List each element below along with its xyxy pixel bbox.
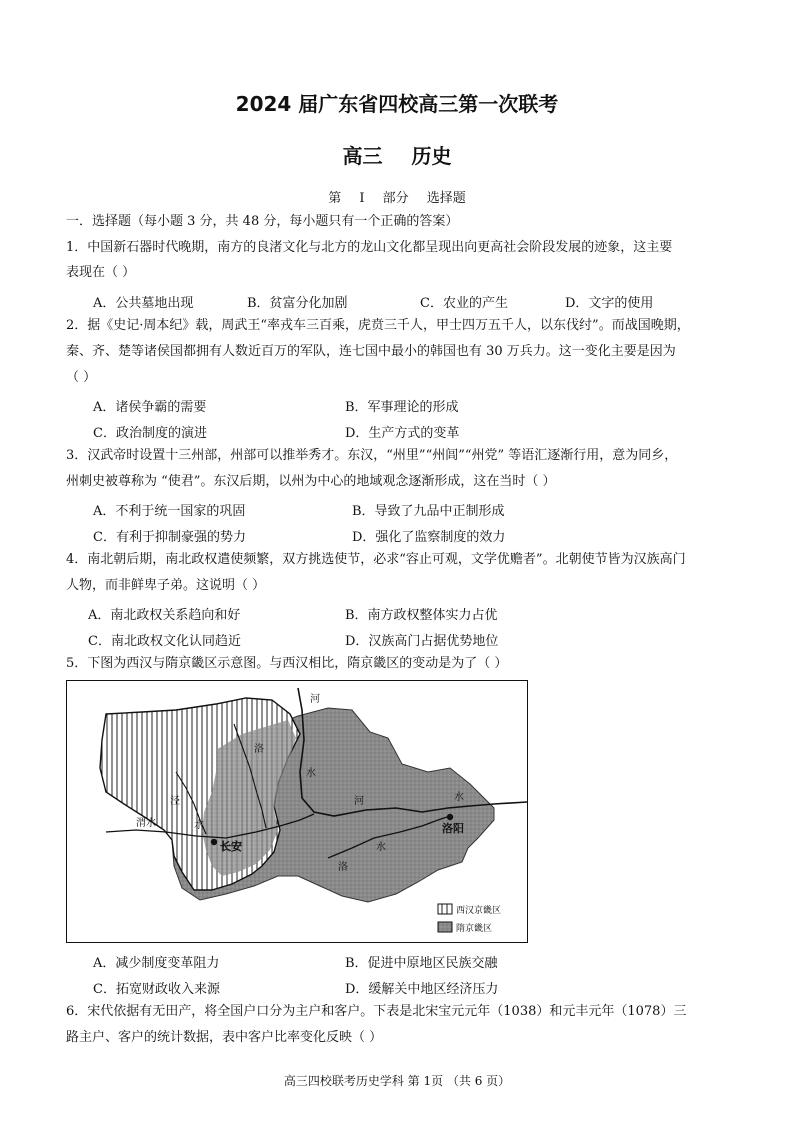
q1-option-a: A．公共墓地出现	[93, 296, 194, 311]
q6-stem-line2: 路主户、客户的统计数据，表中客户比率变化反映（ ）	[66, 1030, 383, 1045]
label-shui1: 水	[306, 768, 316, 779]
q4-option-d: D．汉族高门占据优势地位	[345, 634, 499, 649]
q1-option-c: C．农业的产生	[420, 296, 508, 311]
label-heshui-shui: 水	[454, 792, 464, 803]
q3-option-b: B．导致了九品中正制形成	[352, 504, 505, 519]
q2-stem-line1: 2．据《史记·周本纪》载，周武王“率戎车三百乘，虎贲三千人，甲士四万五千人，以东伐纣”。而战国晚期，	[66, 318, 690, 333]
label-luo: 洛	[254, 744, 264, 755]
legend-sui-label: 隋京畿区	[456, 924, 493, 934]
q5-option-c: C．拓宽财政收入来源	[93, 982, 220, 997]
q3-option-d: D．强化了监察制度的效力	[352, 530, 506, 545]
q5-option-b: B．促进中原地区民族交融	[345, 956, 498, 971]
page-footer: 高三四校联考历史学科 第 1页 （共 6 页）	[283, 1074, 511, 1088]
q4-option-a: A．南北政权关系趋向和好	[88, 608, 241, 623]
q5-stem-line1: 5．下图为西汉与隋京畿区示意图。与西汉相比，隋京畿区的变动是为了（ ）	[66, 656, 508, 671]
section-instructions: 一．选择题（每小题 3 分，共 48 分，每小题只有一个正确的答案）	[66, 214, 459, 229]
q2-option-b: B．军事理论的形成	[345, 400, 459, 415]
label-luoshui-luo: 洛	[338, 862, 348, 873]
q1-stem-line1: 1．中国新石器时代晚期，南方的良渚文化与北方的龙山文化都呈现出向更高社会阶段发展的迹象，这主要	[66, 240, 673, 255]
q2-stem-line3: （ ）	[66, 370, 97, 385]
q4-option-b: B．南方政权整体实力占优	[345, 608, 498, 623]
label-he: 河	[310, 694, 320, 705]
label-weishui: 渭水	[136, 818, 156, 829]
label-heshui-he: 河	[354, 796, 364, 807]
label-luoyang: 洛阳	[442, 822, 464, 835]
luoyang-dot	[447, 814, 453, 820]
label-jing: 泾	[170, 796, 180, 807]
legend-xihan-swatch	[438, 904, 452, 914]
part-heading: 第 I 部分 选择题	[328, 191, 466, 206]
q6-stem-line1: 6．宋代依据有无田产，将全国户口分为主户和客户。下表是北宋宝元元年（1038）和元丰元年（1078）三	[66, 1004, 687, 1019]
label-changan: 长安	[220, 840, 242, 853]
legend-sui-swatch	[438, 922, 452, 932]
q3-stem-line2: 州刺史被尊称为 “使君”。东汉后期，以州为中心的地域观念逐渐形成，这在当时（ ）	[66, 474, 556, 489]
changan-dot	[211, 839, 217, 845]
q4-stem-line2: 人物，而非鲜卑子弟。这说明（ ）	[66, 578, 266, 593]
q1-stem-line2: 表现在（ ）	[66, 265, 136, 280]
q3-stem-line1: 3．汉武帝时设置十三州部，州部可以推举秀才。东汉，“州里”“州闾”“州党” 等语汇逐渐行用，意为同乡，	[66, 448, 678, 463]
exam-title: 2024 届广东省四校高三第一次联考	[235, 92, 559, 116]
q3-option-a: A．不利于统一国家的巩固	[93, 504, 246, 519]
label-luoshui-shui: 水	[376, 842, 386, 853]
q4-option-c: C．南北政权文化认同趋近	[88, 634, 241, 649]
capital-region-map	[66, 680, 528, 943]
q1-option-d: D．文字的使用	[565, 296, 654, 311]
label-shui2: 水	[194, 820, 204, 831]
exam-subject: 高三 历史	[342, 144, 452, 168]
q5-option-d: D．缓解关中地区经济压力	[345, 982, 499, 997]
q2-option-c: C．政治制度的演进	[93, 426, 207, 441]
legend-xihan-label: 西汉京畿区	[456, 906, 502, 916]
q2-stem-line2: 秦、齐、楚等诸侯国都拥有人数近百万的军队，连七国中最小的韩国也有 30 万兵力。这一变化主要是因为	[66, 344, 676, 359]
q1-option-b: B．贫富分化加剧	[247, 296, 348, 311]
q3-option-c: C．有利于抑制豪强的势力	[93, 530, 246, 545]
q2-option-a: A．诸侯争霸的需要	[93, 400, 207, 415]
q4-stem-line1: 4．南北朝后期，南北政权遣使频繁，双方挑选使节，必求“容止可观，文学优赡者”。北朝使节皆为汉族高门	[66, 552, 686, 567]
q2-option-d: D．生产方式的变革	[345, 426, 460, 441]
q5-option-a: A．减少制度变革阻力	[93, 956, 220, 971]
